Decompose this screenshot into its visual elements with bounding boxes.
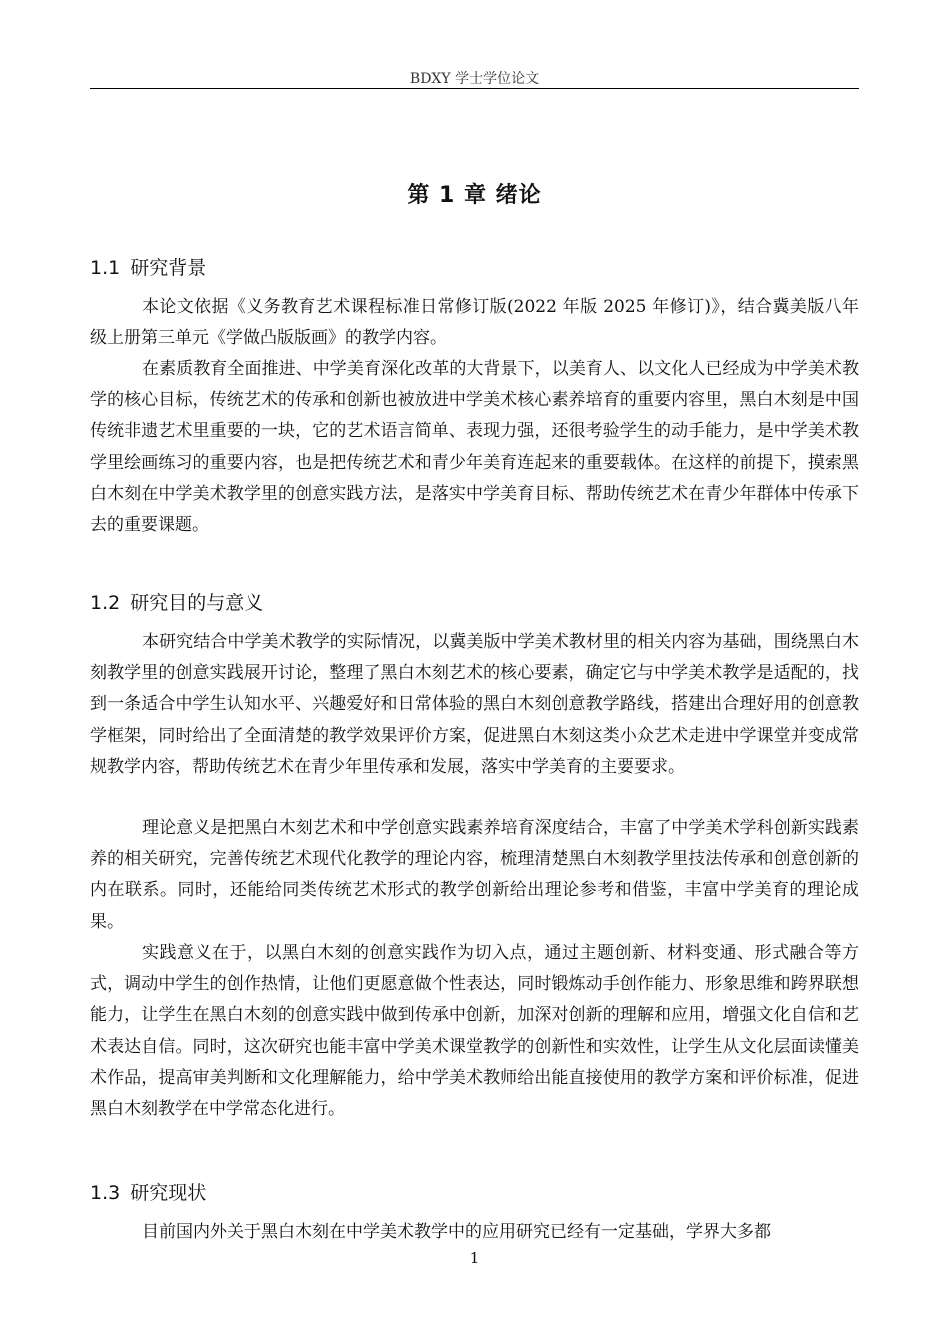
section-heading-1-3 bbox=[90, 1178, 859, 1205]
running-header: BDXY 学士学位论文 bbox=[409, 71, 540, 87]
paragraph: 理论意义是把黑白木刻艺术和中学创意实践素养培育深度结合，丰富了中学美术学科创新实践素养的相关研究，完善传统艺术现代化教学的理论内容，梳理清楚黑白木刻教学里技法传承和创意创新的内在联系。同时，还能给同类传统艺术形式的教学创新给出理论参考和借鉴，丰富中学美育的理论成果。 bbox=[90, 818, 859, 932]
paragraph: 在素质教育全面推进、中学美育深化改革的大背景下，以美育人、以文化人已经成为中学美术教学的核心目标，传统艺术的传承和创新也被放进中学美术核心素养培育的重要内容里，黑白木刻是中国传统非遗艺术里重要的一块，它的艺术语言简单、表现力强，还很考验学生的动手能力，是中学美术教学里绘画练习的重要内容，也是把传统艺术和青少年美育连起来的重要载体。在这样的前提下，摸索黑白木刻在中学美术教学里的创意实践方法，是落实中学美育目标、帮助传统艺术在青少年群体中传承下去的重要课题。 bbox=[90, 359, 859, 536]
section-title: 研究现状 bbox=[130, 1182, 207, 1204]
section-heading-1-1 bbox=[90, 253, 859, 280]
section-number: 1.2 bbox=[90, 592, 121, 614]
section-heading-1-2 bbox=[90, 588, 859, 615]
section-number: 1.1 bbox=[90, 257, 121, 279]
paragraph: 实践意义在于，以黑白木刻的创意实践作为切入点，通过主题创新、材料变通、形式融合等方式，调动中学生的创作热情，让他们更愿意做个性表达，同时锻炼动手创作能力、形象思维和跨界联想能力，让学生在黑白木刻的创意实践中做到传承中创新，加深对创新的理解和应用，增强文化自信和艺术表达自信。同时，这次研究也能丰富中学美术课堂教学的创新性和实效性，让学生从文化层面读懂美术作品，提高审美判断和文化理解能力，给中学美术教师给出能直接使用的教学方案和评价标准，促进黑白木刻教学在中学常态化进行。 bbox=[90, 943, 859, 1120]
paragraph: 本论文依据《义务教育艺术课程标准日常修订版(2022 年版 2025 年修订)》，结合冀美版八年级上册第三单元《学做凸版版画》的教学内容。 bbox=[90, 297, 859, 349]
paragraph: 目前国内外关于黑白木刻在中学美术教学中的应用研究已经有一定基础，学界大多都 bbox=[142, 1222, 771, 1242]
header-rule bbox=[90, 88, 859, 89]
page-number: 1 bbox=[469, 1249, 480, 1267]
paragraph: 本研究结合中学美术教学的实际情况，以冀美版中学美术教材里的相关内容为基础，围绕黑白木刻教学里的创意实践展开讨论，整理了黑白木刻艺术的核心要素，确定它与中学美术教学是适配的，找到一条适合中学生认知水平、兴趣爱好和日常体验的黑白木刻创意教学路线，搭建出合理好用的创意教学框架，同时给出了全面清楚的教学效果评价方案，促进黑白木刻这类小众艺术走进中学课堂并变成常规教学内容，帮助传统艺术在青少年里传承和发展，落实中学美育的主要要求。 bbox=[90, 632, 859, 777]
chapter-title: 第 1 章 绪论 bbox=[407, 183, 542, 208]
section-title: 研究背景 bbox=[130, 257, 207, 279]
section-number: 1.3 bbox=[90, 1182, 121, 1204]
section-title: 研究目的与意义 bbox=[130, 592, 264, 614]
